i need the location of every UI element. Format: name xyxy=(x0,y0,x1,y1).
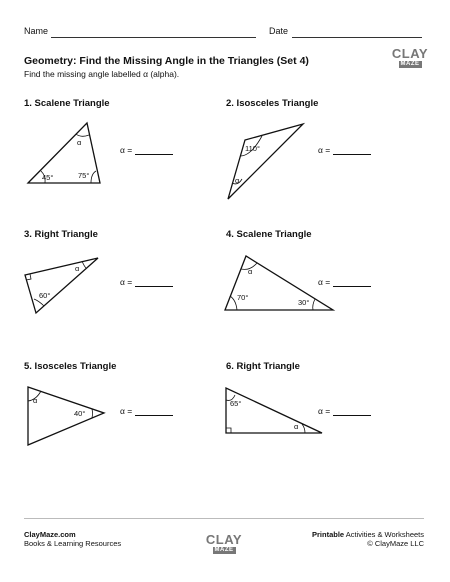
logo-text-top: CLAY xyxy=(391,45,429,61)
answer-label: α = xyxy=(318,145,331,155)
footer-divider xyxy=(24,518,424,519)
p3-angle-60: 60° xyxy=(39,291,51,300)
footer-right xyxy=(312,530,424,548)
p1-angle-75: 75° xyxy=(78,171,90,180)
name-label: Name xyxy=(24,26,49,36)
problem-5-title: 5. Isosceles Triangle xyxy=(24,361,117,372)
answer-label: α = xyxy=(120,406,133,416)
problem-4-title: 4. Scalene Triangle xyxy=(226,229,312,240)
p6-angle-65: 65° xyxy=(230,399,242,408)
problem-2-title: 2. Isosceles Triangle xyxy=(226,98,319,109)
p5-angle-alpha: α xyxy=(33,396,38,405)
claymaze-footer-logo xyxy=(205,530,243,558)
p5-angle-40: 40° xyxy=(74,409,86,418)
p1-angle-45: 45° xyxy=(42,173,54,182)
footer-left xyxy=(24,530,121,548)
footer-site: ClayMaze.com xyxy=(24,530,76,539)
logo-text-bottom: MAZE xyxy=(400,60,420,67)
p2-angle-110: 110° xyxy=(245,144,260,153)
footer-activities: Activities & Worksheets xyxy=(344,530,424,539)
logo-text-bottom: MAZE xyxy=(214,546,234,553)
problem-6-title: 6. Right Triangle xyxy=(226,361,300,372)
footer-copyright: © ClayMaze LLC xyxy=(367,539,424,548)
p2-angle-alpha: α xyxy=(235,176,240,185)
p1-angle-alpha: α xyxy=(77,138,82,147)
worksheet-title: Geometry: Find the Missing Angle in the Triangles (Set 4) xyxy=(24,55,309,67)
p4-angle-alpha: α xyxy=(248,267,253,276)
p4-angle-30: 30° xyxy=(298,298,310,307)
triangle-3 xyxy=(25,258,98,313)
logo-text-top: CLAY xyxy=(205,531,243,547)
answer-label: α = xyxy=(120,277,133,287)
p6-angle-alpha: α xyxy=(294,422,299,431)
triangle-2 xyxy=(228,124,303,199)
answer-label: α = xyxy=(318,277,331,287)
footer-printable: Printable xyxy=(312,530,345,539)
footer-tagline: Books & Learning Resources xyxy=(24,539,122,548)
p4-angle-70: 70° xyxy=(237,293,249,302)
triangle-6 xyxy=(226,388,322,433)
answer-label: α = xyxy=(318,406,331,416)
problem-3-title: 3. Right Triangle xyxy=(24,229,98,240)
worksheet-instructions: Find the missing angle labelled α (alpha). xyxy=(24,69,180,79)
answer-label: α = xyxy=(120,145,133,155)
problem-1-title: 1. Scalene Triangle xyxy=(24,98,110,109)
date-label: Date xyxy=(269,26,289,36)
p3-angle-alpha: α xyxy=(75,264,80,273)
